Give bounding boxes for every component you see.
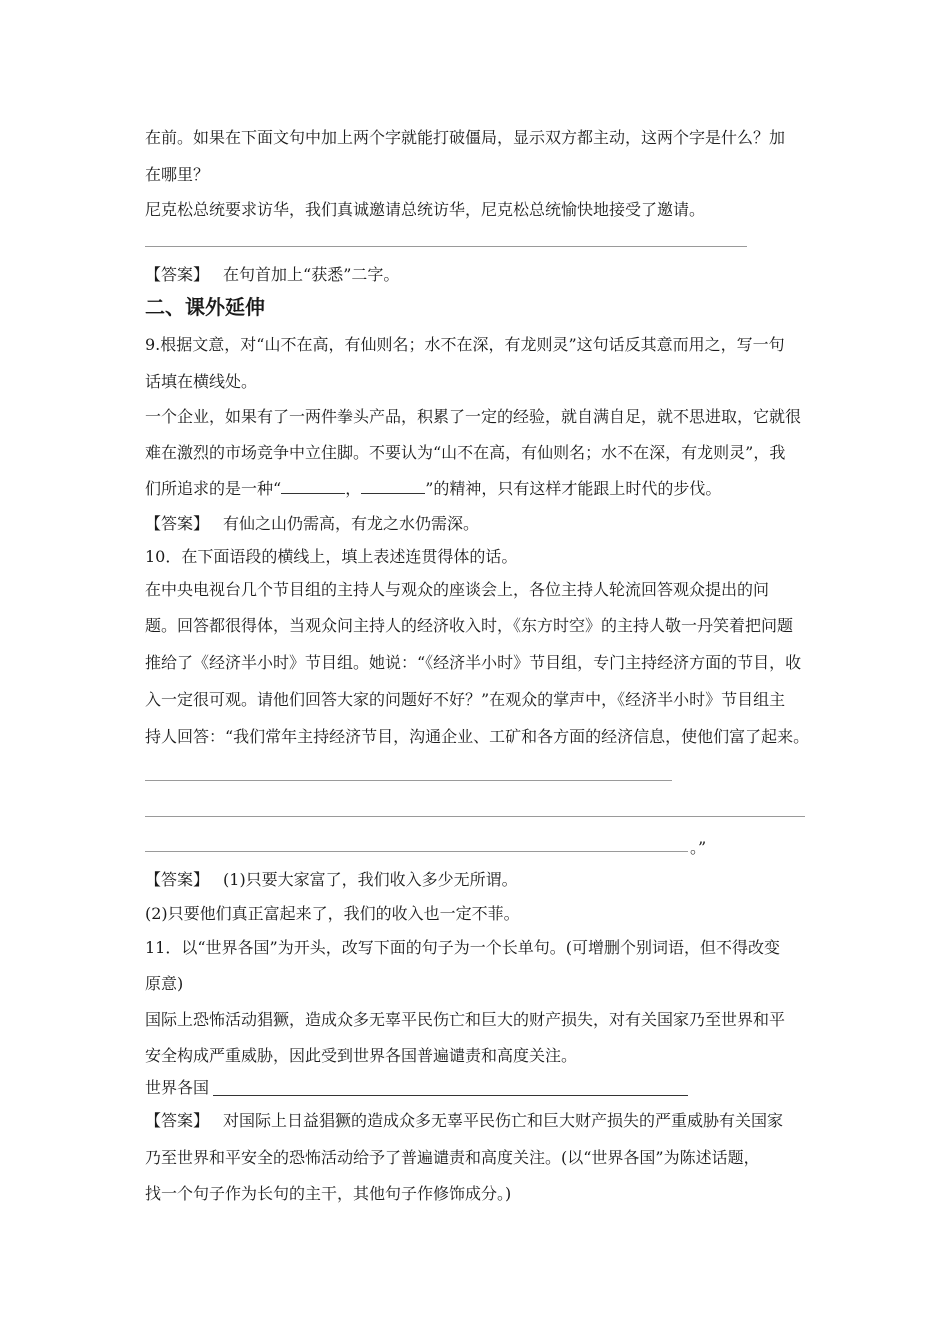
answer-tag: 【答案】	[145, 1111, 210, 1130]
answer-text: 有仙之山仍需高，有龙之水仍需深。	[223, 514, 480, 533]
question-10-closing-quote: 。”	[690, 838, 707, 857]
answer-11-line-1	[145, 1111, 783, 1131]
answer-9	[145, 514, 479, 534]
answer-tag: 【答案】	[145, 265, 210, 284]
answer-line-8	[145, 246, 747, 247]
question-9-line-1: 9.根据文意，对“山不在高，有仙则名；水不在深，有龙则灵”这句话反其意而用之，写一句	[145, 335, 785, 354]
question-11-line-1: 11．以“世界各国”为开头，改写下面的句子为一个长单句。(可增删个别词语，但不得改变	[145, 938, 780, 957]
answer-text: 对国际上日益猖獗的造成众多无辜平民伤亡和巨大财产损失的严重威胁有关国家	[223, 1111, 784, 1130]
question-10-passage-2: 题。回答都很得体，当观众问主持人的经济收入时，《东方时空》的主持人敬一丹笑着把问题	[145, 616, 794, 635]
answer-8	[145, 265, 399, 285]
question-8-line-1: 在前。如果在下面文句中加上两个字就能打破僵局，显示双方都主动，这两个字是什么？加	[145, 128, 786, 147]
question-10-passage-1: 在中央电视台几个节目组的主持人与观众的座谈会上，各位主持人轮流回答观众提出的问	[145, 580, 770, 599]
question-8-sentence: 尼克松总统要求访华，我们真诚邀请总统访华，尼克松总统愉快地接受了邀请。	[145, 200, 706, 219]
question-10-passage-4: 入一定很可观。请他们回答大家的问题好不好？”在观众的掌声中，《经济半小时》节目组主	[145, 690, 786, 709]
answer-tag: 【答案】	[145, 514, 210, 533]
answer-10-line-2: (2)只要他们真正富起来了，我们的收入也一定不菲。	[145, 904, 520, 923]
question-11-line-2: 原意)	[145, 974, 184, 993]
question-10-passage-3: 推给了《经济半小时》节目组。她说：“《经济半小时》节目组，专门主持经济方面的节目，收	[145, 653, 802, 672]
fill-blank-1[interactable]	[281, 493, 345, 494]
section-heading: 二、课外延伸	[145, 295, 265, 319]
answer-line-10a	[145, 780, 672, 781]
question-8-line-2: 在哪里？	[145, 165, 210, 184]
question-10-line-1: 10．在下面语段的横线上，填上表述连贯得体的话。	[145, 547, 518, 566]
question-9-passage-1: 一个企业，如果有了一两件拳头产品，积累了一定的经验，就自满自足，就不思进取，它就很	[145, 407, 802, 426]
answer-text: 在句首加上“获悉”二字。	[223, 265, 400, 284]
answer-10-line-1	[145, 870, 518, 890]
question-9-passage-2: 难在激烈的市场竞争中立住脚。不要认为“山不在高，有仙则名；水不在深，有龙则灵”，我	[145, 443, 786, 462]
fill-blank-2[interactable]	[361, 493, 425, 494]
question-11-sentence-1: 国际上恐怖活动猖獗，造成众多无辜平民伤亡和巨大的财产损失，对有关国家乃至世界和平	[145, 1010, 786, 1029]
question-10-passage-5: 持人回答：“我们常年主持经济节目，沟通企业、工矿和各方面的经济信息，使他们富了起来。	[145, 727, 810, 746]
question-11-sentence-2: 安全构成严重威胁，因此受到世界各国普遍谴责和高度关注。	[145, 1046, 578, 1065]
answer-line-11[interactable]	[213, 1095, 688, 1096]
answer-text: (1)只要大家富了，我们收入多少无所谓。	[223, 870, 518, 889]
answer-11-line-2: 乃至世界和平安全的恐怖活动给予了普遍谴责和高度关注。(以“世界各国”为陈述话题，	[145, 1148, 760, 1167]
question-9-line-2: 话填在横线处。	[145, 372, 258, 391]
question-9-passage-3: 们所追求的是一种“ ， ”的精神，只有这样才能跟上时代的步伐。	[145, 479, 722, 498]
answer-tag: 【答案】	[145, 870, 210, 889]
answer-line-10c	[145, 851, 688, 852]
answer-line-10b	[145, 816, 805, 817]
answer-11-line-3: 找一个句子作为长句的主干，其他句子作修饰成分。)	[145, 1184, 512, 1203]
question-11-answer-start: 世界各国	[145, 1078, 210, 1097]
